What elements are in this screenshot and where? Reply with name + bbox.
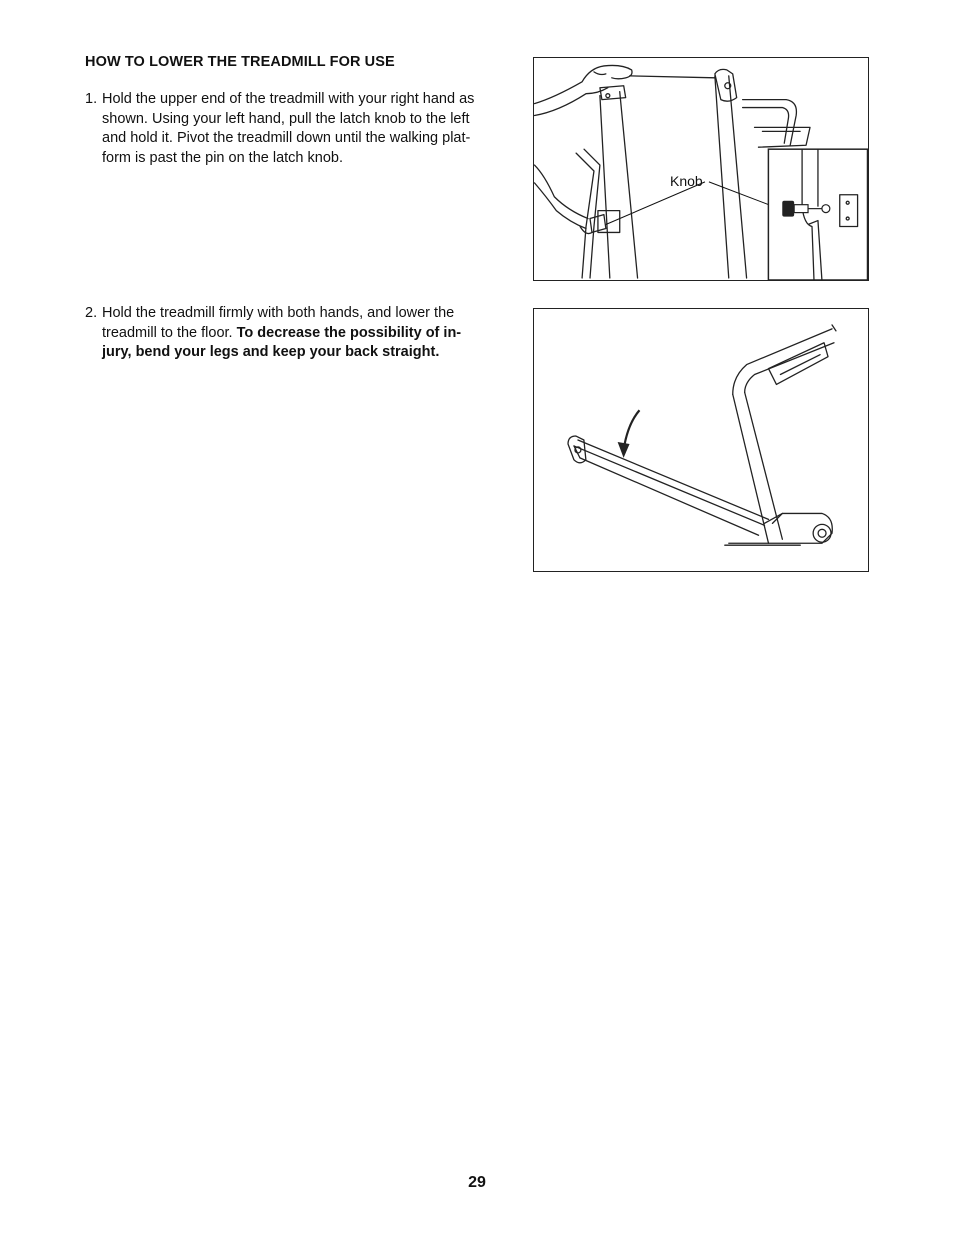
step-text-line: shown. Using your left hand, pull the latch knob to the left — [102, 110, 470, 127]
step-text-line — [85, 343, 497, 363]
treadmill-lowering-illustration — [534, 309, 868, 571]
step-text-line — [85, 324, 497, 344]
figure-lowering-treadmill — [533, 308, 869, 572]
step-number: 2. — [85, 305, 98, 321]
step-text-line: Hold the upper end of the treadmill with your right hand as — [102, 91, 475, 107]
safety-warning-text: To decrease the possibility of in- — [236, 324, 462, 341]
knob-callout-label: Knob — [670, 173, 703, 189]
step-text-line: form is past the pin on the latch knob. — [102, 149, 343, 166]
step-number: 1. — [85, 91, 98, 107]
instruction-step-1 — [85, 90, 497, 168]
figure-latch-knob — [533, 57, 869, 281]
page-number: 29 — [468, 1174, 486, 1191]
treadmill-upright-illustration — [534, 58, 868, 280]
section-heading: HOW TO LOWER THE TREADMILL FOR USE — [85, 54, 395, 70]
step-text-line: Hold the treadmill firmly with both hands, and lower the — [102, 305, 455, 321]
instruction-step-2 — [85, 304, 497, 363]
step-text-normal: treadmill to the floor. — [102, 324, 233, 341]
safety-warning-text: jury, bend your legs and keep your back straight. — [102, 344, 440, 360]
step-text-line: and hold it. Pivot the treadmill down until the walking plat- — [102, 130, 471, 146]
